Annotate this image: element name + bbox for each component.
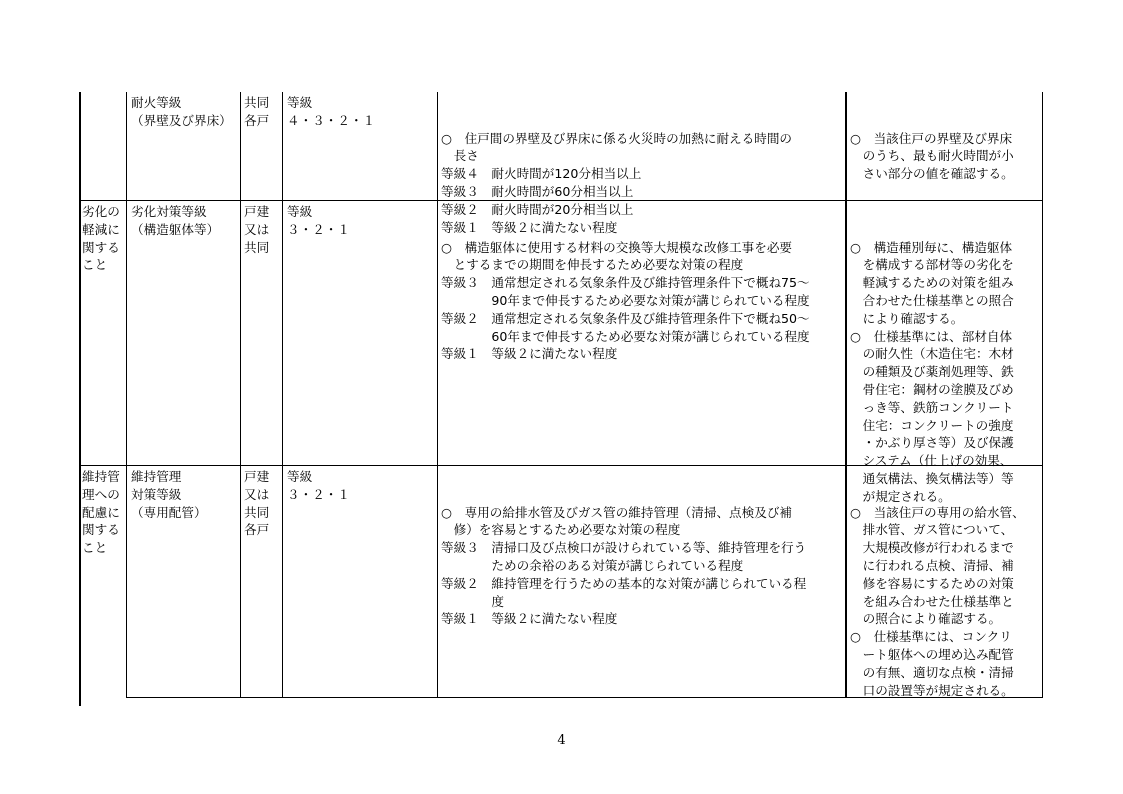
- line: 戸建: [244, 204, 270, 219]
- line: を組み合わせた仕様基準と: [850, 593, 1014, 609]
- col-divider-1: [126, 92, 127, 698]
- line: 耐火等級: [131, 95, 182, 110]
- line: ３・２・１: [287, 221, 350, 237]
- line: ○ 構造躯体に使用する材料の交換等大規模な改修工事を必要: [441, 239, 793, 255]
- line: 口の設置等が規定される。: [850, 682, 1014, 698]
- line: 劣化対策等級: [131, 204, 207, 219]
- line: （界壁及び界床）: [131, 112, 232, 128]
- row1-grades: [287, 94, 375, 130]
- line: ○ 構造種別毎に、構造躯体: [850, 239, 1013, 255]
- line: さい部分の値を確認する。: [850, 166, 1014, 182]
- line: システム（仕上げの効果、: [850, 453, 1013, 469]
- line: 関する: [82, 522, 120, 538]
- line: を構成する部材等の劣化を: [850, 257, 1014, 273]
- line: ４・３・２・１: [287, 112, 376, 128]
- line: ○ 住戸間の界壁及び界床に係る火災時の加熱に耐える時間の: [441, 130, 793, 146]
- line: 等級: [287, 95, 313, 110]
- table: [79, 92, 1043, 698]
- line: 合わせた仕様基準との照合: [850, 292, 1014, 308]
- line: 共同: [244, 95, 270, 110]
- line: 等級１ 等級２に満たない程度: [441, 219, 618, 235]
- line: 住宅：コンクリートの強度: [850, 417, 1014, 433]
- col-divider-4: [437, 92, 438, 698]
- line: 共同: [244, 504, 270, 520]
- row1-scope: [244, 94, 269, 130]
- line: 関する: [82, 239, 120, 255]
- line: （専用配管）: [131, 504, 207, 520]
- row1-notes: [850, 94, 1014, 219]
- line: 等級３ 清掃口及び点検口が設けられている等、維持管理を行う: [441, 540, 807, 556]
- line: 骨住宅：鋼材の塗膜及びめ: [850, 381, 1014, 397]
- line: 等級１ 等級２に満たない程度: [441, 346, 618, 362]
- line: 等級２ 耐火時間が20分相当以上: [441, 201, 634, 217]
- line: 維持管理: [131, 469, 182, 484]
- row3-scope: [244, 468, 269, 539]
- right-border: [1042, 92, 1043, 698]
- line: 又は: [244, 486, 270, 502]
- line: 修を容易にするための対策: [850, 575, 1014, 591]
- col-divider-2: [240, 92, 241, 698]
- line: ート躯体への埋め込み配管: [850, 646, 1014, 662]
- row3-grades: [287, 468, 350, 504]
- line: 等級４ 耐火時間が120分相当以上: [441, 166, 642, 182]
- line: 排水管、ガス管について、: [850, 522, 1014, 538]
- line: 共同: [244, 239, 270, 255]
- row2-scope: [244, 203, 269, 256]
- line: の照合により確認する。: [850, 611, 1002, 627]
- line: 戸建: [244, 469, 270, 484]
- line: 等級: [287, 204, 313, 219]
- line: 等級３ 通常想定される気象条件及び維持管理条件下で概ね75～: [441, 275, 810, 291]
- row1-item: [131, 94, 232, 130]
- line: 等級３ 耐火時間が60分相当以上: [441, 183, 634, 199]
- line: とするまでの期間を伸長するため必要な対策の程度: [441, 257, 744, 273]
- row2-grades: [287, 203, 350, 239]
- col-divider-3: [282, 92, 283, 698]
- row3-notes: [850, 468, 1025, 735]
- line: 対策等級: [131, 486, 182, 502]
- line: に行われる点検、清掃、補: [850, 557, 1014, 573]
- line: 等級２ 維持管理を行うための基本的な対策が講じられている程: [441, 575, 807, 591]
- line: ・かぶり厚さ等）及び保護: [850, 435, 1014, 451]
- line: 劣化の: [82, 204, 120, 219]
- line: のうち、最も耐火時間が小: [850, 148, 1014, 164]
- row3-item: [131, 468, 207, 521]
- line: こと: [82, 257, 108, 273]
- line: の耐久性（木造住宅：木材: [850, 346, 1014, 362]
- line: 各戸: [244, 112, 270, 128]
- line: ための余裕のある対策が講じられている程度: [441, 557, 744, 573]
- line: ３・２・１: [287, 486, 350, 502]
- line: 軽減するための対策を組み: [850, 275, 1014, 291]
- line: の種類及び薬剤処理等、鉄: [850, 364, 1014, 380]
- line: 等級２ 通常想定される気象条件及び維持管理条件下で概ね50～: [441, 310, 810, 326]
- line: ○ 専用の給排水管及びガス管の維持管理（清掃、点検及び補: [441, 504, 793, 520]
- line: 軽減に: [82, 221, 120, 237]
- line: （構造躯体等）: [131, 221, 220, 237]
- line: 等級１ 等級２に満たない程度: [441, 611, 618, 627]
- line: ○ 当該住戸の専用の給水管、: [850, 504, 1025, 520]
- row3-criteria: [441, 468, 806, 664]
- line: が規定される。: [850, 488, 951, 504]
- line: ○ 仕様基準には、コンクリ: [850, 629, 1012, 645]
- line: 60年まで伸長するため必要な対策が講じられている程度: [441, 328, 810, 344]
- line: 通気構法、換気構法等）等: [850, 470, 1014, 486]
- line: 長さ: [441, 148, 479, 164]
- line: っき等、鉄筋コンクリート: [850, 399, 1014, 415]
- line: により確認する。: [850, 310, 964, 326]
- line: こと: [82, 540, 108, 556]
- row2-criteria: [441, 203, 810, 399]
- line: 配慮に: [82, 504, 120, 520]
- line: ○ 当該住戸の界壁及び界床: [850, 130, 1013, 146]
- line: 維持管: [82, 469, 120, 484]
- line: の有無、適切な点検・清掃: [850, 664, 1014, 680]
- col-divider-5: [845, 92, 847, 698]
- line: ○ 仕様基準には、部材自体: [850, 328, 1013, 344]
- row2-item: [131, 203, 219, 239]
- line: 修）を容易とするため必要な対策の程度: [441, 522, 681, 538]
- line: 又は: [244, 221, 270, 237]
- line: 各戸: [244, 522, 270, 538]
- line: 90年まで伸長するため必要な対策が講じられている程度: [441, 292, 810, 308]
- line: 理への: [82, 486, 120, 502]
- line: 度: [441, 593, 504, 609]
- line: 等級: [287, 469, 313, 484]
- left-border: [79, 92, 81, 706]
- line: 大規模改修が行われるまで: [850, 540, 1014, 556]
- row3-category: [82, 468, 120, 557]
- page-number: 4: [557, 733, 566, 748]
- row2-category: [82, 203, 120, 274]
